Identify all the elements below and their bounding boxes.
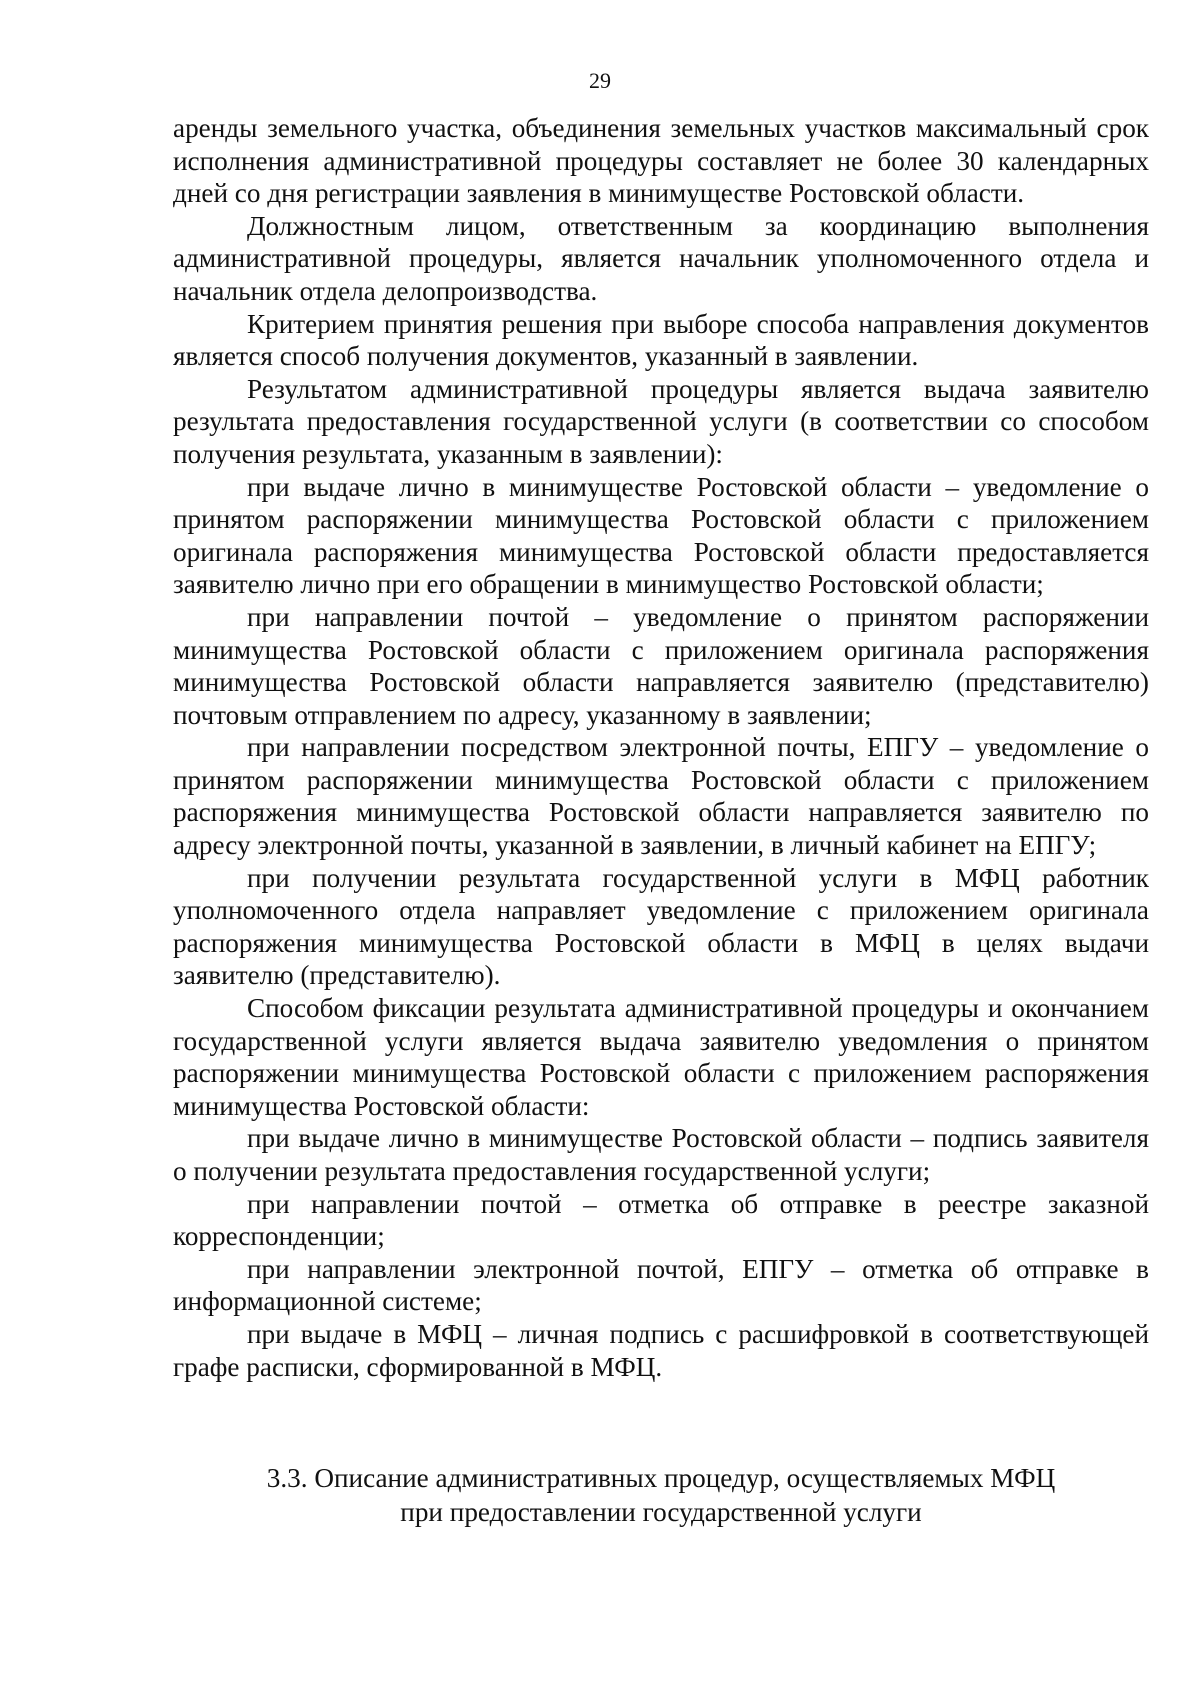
- paragraph-decision-criterion: Критерием принятия решения при выборе способа направления документов является способ получения документов, указанный в заявлении.: [173, 308, 1149, 372]
- paragraph-procedure-result: Результатом административной процедуры является выдача заявителю результата предоставления государственной услуги (в соответствии со способом получения результата, указанным в заявлении):: [173, 373, 1149, 469]
- section-heading-line-1: 3.3. Описание административных процедур, осуществляемых МФЦ: [266, 1463, 1056, 1493]
- paragraph-responsible-official: Должностным лицом, ответственным за координацию выполнения административной процедуры, является начальник уполномоченного отдела и начальник отдела делопроизводства.: [173, 210, 1149, 306]
- paragraph-result-in-person: при выдаче лично в минимуществе Ростовской области – уведомление о принятом распоряжении минимущества Ростовской области с приложением оригинала распоряжения минимущества Ростовской области предоставляется заявителю лично при его обращении в минимущество Ростовской области;: [173, 471, 1149, 600]
- paragraph-fixation-mfc: при выдаче в МФЦ – личная подпись с расшифровкой в соответствующей графе расписки, сформированной в МФЦ.: [173, 1318, 1149, 1382]
- paragraph-fixation-by-email: при направлении электронной почтой, ЕПГУ – отметка об отправке в информационной системе;: [173, 1253, 1149, 1317]
- paragraph-result-by-email: при направлении посредством электронной почты, ЕПГУ – уведомление о принятом распоряжении минимущества Ростовской области с приложением распоряжения минимущества Ростовской области направляется заявителю по адресу электронной почты, указанной в заявлении, в личный кабинет на ЕПГУ;: [173, 732, 1149, 861]
- body-text: [173, 112, 1149, 1383]
- section-heading: [173, 1461, 1149, 1529]
- section-heading-line-2: при предоставлении государственной услуги: [400, 1497, 922, 1527]
- paragraph-fixation-by-mail: при направлении почтой – отметка об отправке в реестре заказной корреспонденции;: [173, 1188, 1149, 1252]
- paragraph-term-continuation: аренды земельного участка, объединения земельных участков максимальный срок исполнения административной процедуры составляет не более 30 календарных дней со дня регистрации заявления в минимуществе Ростовской области.: [173, 113, 1149, 209]
- paragraph-result-via-mfc: при получении результата государственной услуги в МФЦ работник уполномоченного отдела направляет уведомление с приложением оригинала распоряжения минимущества Ростовской области в МФЦ в целях выдачи заявителю (представителю).: [173, 862, 1149, 991]
- page-number: 29: [589, 68, 611, 93]
- paragraph-fixation-method: Способом фиксации результата административной процедуры и окончанием государственной услуги является выдача заявителю уведомления о принятом распоряжении минимущества Ростовской области с приложением распоряжения минимущества Ростовской области:: [173, 993, 1149, 1121]
- paragraph-fixation-in-person: при выдаче лично в минимуществе Ростовской области – подпись заявителя о получении результата предоставления государственной услуги;: [173, 1123, 1149, 1186]
- paragraph-result-by-mail: при направлении почтой – уведомление о принятом распоряжении минимущества Ростовской области с приложением оригинала распоряжения минимущества Ростовской области направляется заявителю (представителю) почтовым отправлением по адресу, указанному в заявлении;: [173, 601, 1149, 730]
